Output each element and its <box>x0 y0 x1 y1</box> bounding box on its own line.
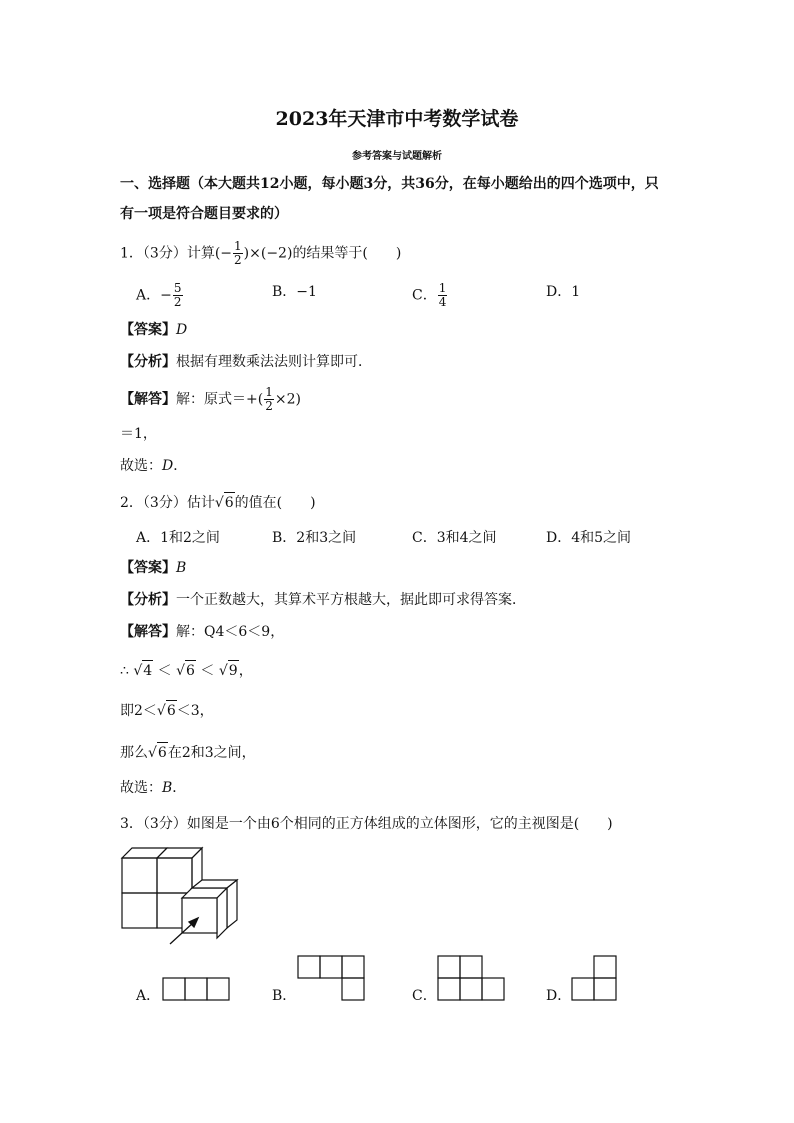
q2-solution-line2: ∴ √4 ＜ √6 ＜ √9， <box>120 660 253 681</box>
q2-stem: 2．（3分）估计√6的值在( ) <box>120 492 316 513</box>
radicand-4: 4 <box>142 660 153 681</box>
q1-expr-pre: (− <box>214 245 233 262</box>
q1-stem <box>120 240 401 267</box>
q1-option-a <box>136 282 184 309</box>
q3-cube-figure <box>110 840 250 950</box>
radicand-6: 6 <box>166 700 177 721</box>
analysis-label: 【分析】 <box>120 354 176 370</box>
q1-option-c <box>412 282 448 309</box>
solution-label: 【解答】 <box>120 391 176 408</box>
q1-option-c-fraction <box>438 282 448 309</box>
q2-analysis-text: 一个正数越大，其算术平方根越大，据此即可求得答案． <box>176 592 526 608</box>
comma: ， <box>238 663 253 679</box>
radicand-6: 6 <box>185 660 196 681</box>
q2-solution <box>120 622 284 642</box>
q2-l3-pre: 那么 <box>120 745 148 761</box>
q1-stem-tail: 的结果等于( ) <box>292 245 402 262</box>
q2-analysis <box>120 590 526 610</box>
q2-l3-end: 在2和3之间， <box>167 745 256 761</box>
q2-choose <box>120 778 186 798</box>
q3-option-b-label: B． <box>272 988 297 1004</box>
q1-solution-post: ×2) <box>274 391 301 408</box>
q1-answer-value: D <box>176 322 188 338</box>
q2-solution-line4: 那么√6在2和3之间， <box>120 742 256 763</box>
q1-frac-denominator: 2 <box>234 253 242 267</box>
q2-option-a: A．1和2之间 <box>136 530 220 546</box>
q1-option-a-den: 2 <box>173 295 182 309</box>
q1-fraction <box>233 240 243 267</box>
radicand-9: 9 <box>228 660 239 681</box>
q2-answer-value: B <box>176 560 187 576</box>
q1-expr-post: )×(−2) <box>243 245 293 262</box>
section-heading-line1: 一、选择题（本大题共12小题，每小题3分，共36分，在每小题给出的四个选项中，只 <box>120 176 659 192</box>
q1-option-b: B．−1 <box>272 284 317 300</box>
exam-subtitle: 参考答案与试题解析 <box>352 151 442 162</box>
q1-choose <box>120 456 187 476</box>
q3-option-d-figure <box>570 954 620 1002</box>
q1-analysis <box>120 352 372 372</box>
q2-l2-pre: 即2＜ <box>120 703 157 719</box>
q1-option-d: D．1 <box>546 284 581 300</box>
analysis-label: 【分析】 <box>120 592 176 608</box>
period: ． <box>172 780 187 796</box>
q1-choose-value: D <box>162 458 174 474</box>
q3-option-a-figure <box>162 976 232 1002</box>
therefore-symbol: ∴ <box>120 663 134 679</box>
q1-analysis-text: 根据有理数乘法法则计算即可． <box>176 354 372 370</box>
q3-stem: 3．（3分）如图是一个由6个相同的正方体组成的立体图形，它的主视图是( ) <box>120 816 613 832</box>
q2-answer <box>120 558 186 578</box>
choose-label: 故选： <box>120 780 162 796</box>
q3-option-c-label: C． <box>412 988 437 1004</box>
q1-solution-fraction <box>264 386 274 413</box>
q2-solution-line3: 即2＜√6＜3， <box>120 700 214 721</box>
choose-label: 故选： <box>120 458 162 474</box>
period: ． <box>173 458 188 474</box>
q1-solution <box>120 386 301 413</box>
q2-option-b: B．2和3之间 <box>272 530 357 546</box>
q1-solution-den: 2 <box>265 399 273 413</box>
q2-choose-value: B <box>162 780 173 796</box>
answer-label: 【答案】 <box>120 560 176 576</box>
q3-option-c-figure <box>436 954 506 1002</box>
q2-radicand: 6 <box>224 492 235 513</box>
radicand-6: 6 <box>157 742 168 763</box>
q3-option-a-label: A． <box>136 988 161 1004</box>
answer-label: 【答案】 <box>120 322 176 338</box>
less-than: ＜ <box>153 663 177 679</box>
q1-option-a-sign: − <box>160 287 172 304</box>
exam-title: 2023年天津市中考数学试卷 <box>275 108 519 130</box>
q3-option-d-label: D． <box>546 988 572 1004</box>
q2-option-c: C．3和4之间 <box>412 530 497 546</box>
section-heading-line2: 有一项是符合题目要求的） <box>120 206 288 222</box>
solution-label: 【解答】 <box>120 624 176 640</box>
q1-option-a-num: 5 <box>173 281 182 295</box>
q1-solution-pre: 解：原式＝+( <box>176 391 264 408</box>
q1-answer <box>120 320 187 340</box>
less-than: ＜ <box>195 663 219 679</box>
q1-option-a-fraction <box>173 282 183 309</box>
q2-solution-text: 解：Q4＜6＜9， <box>176 624 285 640</box>
q1-option-a-label: A． <box>136 287 161 304</box>
q1-solution-line2: ＝1， <box>120 426 157 442</box>
q3-option-b-figure <box>296 954 366 1002</box>
q1-solution-num: 1 <box>265 385 273 399</box>
q1-option-c-num: 1 <box>438 281 447 295</box>
q2-stem-tail: 的值在( ) <box>234 495 316 511</box>
q2-number: 2．（3分）估计 <box>120 495 215 511</box>
q1-number: 1．（3分）计算 <box>120 245 215 262</box>
q1-option-c-den: 4 <box>438 295 447 309</box>
q2-l2-end: ＜3， <box>176 703 214 719</box>
q1-frac-numerator: 1 <box>234 239 242 253</box>
q2-option-d: D．4和5之间 <box>546 530 632 546</box>
q1-option-c-label: C． <box>412 287 437 304</box>
